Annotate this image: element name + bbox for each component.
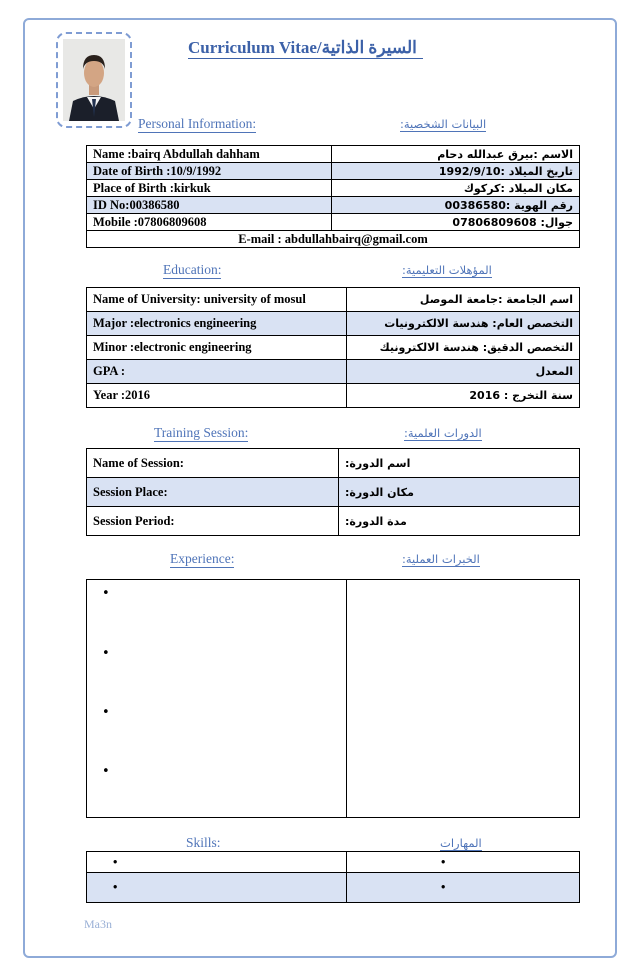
experience-bullet: • bbox=[102, 646, 110, 661]
table-row bbox=[87, 180, 580, 197]
experience-bullet: • bbox=[102, 586, 110, 601]
experience-bullet: • bbox=[102, 705, 110, 720]
skills-bullet: • bbox=[441, 880, 446, 894]
skills-bullet: • bbox=[113, 854, 118, 869]
personal-pob-en: Place of Birth :kirkuk bbox=[87, 180, 332, 197]
table-row bbox=[87, 146, 580, 163]
table-row bbox=[87, 197, 580, 214]
education-major-ar: التخصص العام: هندسة الالكترونيات bbox=[347, 312, 580, 336]
education-gpa-ar: المعدل bbox=[347, 360, 580, 384]
personal-dob-en: Date of Birth :10/9/1992 bbox=[87, 163, 332, 180]
training-table bbox=[86, 448, 580, 536]
experience-heading-en: Experience: bbox=[170, 551, 235, 566]
skills-cell bbox=[347, 852, 580, 873]
experience-table bbox=[86, 579, 580, 818]
training-heading-ar: :الدورات العلمية bbox=[404, 426, 482, 440]
training-heading-en: Training Session: bbox=[154, 425, 249, 440]
education-university-ar: اسم الجامعة :جامعة الموصل bbox=[347, 288, 580, 312]
personal-mobile-en: Mobile :07806809608 bbox=[87, 214, 332, 231]
skills-heading-en: Skills: bbox=[186, 835, 221, 850]
experience-heading-ar: :الخبرات العملية bbox=[402, 552, 480, 566]
training-name-en: Name of Session: bbox=[87, 449, 339, 478]
experience-bullet: • bbox=[102, 764, 110, 779]
training-name-ar: اسم الدورة: bbox=[339, 449, 580, 478]
education-table bbox=[86, 287, 580, 408]
table-row bbox=[87, 214, 580, 231]
table-row bbox=[87, 336, 580, 360]
education-university-en: Name of University: university of mosul bbox=[87, 288, 347, 312]
experience-left-cell bbox=[87, 580, 347, 818]
education-major-en: Major :electronics engineering bbox=[87, 312, 347, 336]
skills-cell bbox=[87, 873, 347, 903]
table-row bbox=[87, 873, 580, 903]
table-row bbox=[87, 384, 580, 408]
page-title: Curriculum Vitae/السيرة الذاتية bbox=[188, 38, 423, 59]
personal-email: E-mail : abdullahbairq@gmail.com bbox=[87, 231, 580, 248]
table-row bbox=[87, 852, 580, 873]
table-row bbox=[87, 507, 580, 536]
table-row bbox=[87, 580, 580, 818]
personal-name-ar: الاسم :بيرق عبدالله دحام bbox=[332, 146, 580, 163]
skills-cell bbox=[347, 873, 580, 903]
personal-mobile-ar: جوال: 07806809608 bbox=[332, 214, 580, 231]
training-period-ar: مدة الدورة: bbox=[339, 507, 580, 536]
table-row bbox=[87, 312, 580, 336]
training-period-en: Session Period: bbox=[87, 507, 339, 536]
training-place-en: Session Place: bbox=[87, 478, 339, 507]
skills-heading-ar: المهارات bbox=[440, 836, 482, 850]
personal-heading-en: Personal Information: bbox=[138, 116, 257, 131]
table-row bbox=[87, 288, 580, 312]
personal-id-en: ID No:00386580 bbox=[87, 197, 332, 214]
education-minor-en: Minor :electronic engineering bbox=[87, 336, 347, 360]
table-row bbox=[87, 231, 580, 248]
education-year-ar: سنة التخرج : 2016 bbox=[347, 384, 580, 408]
personal-pob-ar: مكان الميلاد :كركوك bbox=[332, 180, 580, 197]
table-row bbox=[87, 360, 580, 384]
education-year-en: Year :2016 bbox=[87, 384, 347, 408]
training-place-ar: مكان الدورة: bbox=[339, 478, 580, 507]
footer-text: Ma3n bbox=[84, 917, 112, 931]
table-row bbox=[87, 478, 580, 507]
profile-photo bbox=[63, 39, 125, 121]
table-row bbox=[87, 449, 580, 478]
education-heading-ar: :المؤهلات التعليمية bbox=[402, 263, 492, 277]
personal-dob-ar: تاريخ الميلاد :1992/9/10 bbox=[332, 163, 580, 180]
education-minor-ar: التخصص الدقيق: هندسة الالكترونيك bbox=[347, 336, 580, 360]
education-gpa-en: GPA : bbox=[87, 360, 347, 384]
skills-table bbox=[86, 851, 580, 903]
skills-bullet: • bbox=[113, 880, 118, 894]
education-heading-en: Education: bbox=[163, 262, 222, 277]
personal-table bbox=[86, 145, 580, 248]
skills-cell bbox=[87, 852, 347, 873]
skills-bullet: • bbox=[441, 854, 446, 869]
experience-right-cell bbox=[347, 580, 580, 818]
photo-frame bbox=[56, 32, 132, 128]
personal-id-ar: رقم الهوية :00386580 bbox=[332, 197, 580, 214]
personal-heading-ar: :البيانات الشخصية bbox=[400, 117, 487, 131]
table-row bbox=[87, 163, 580, 180]
personal-name-en: Name :bairq Abdullah dahham bbox=[87, 146, 332, 163]
